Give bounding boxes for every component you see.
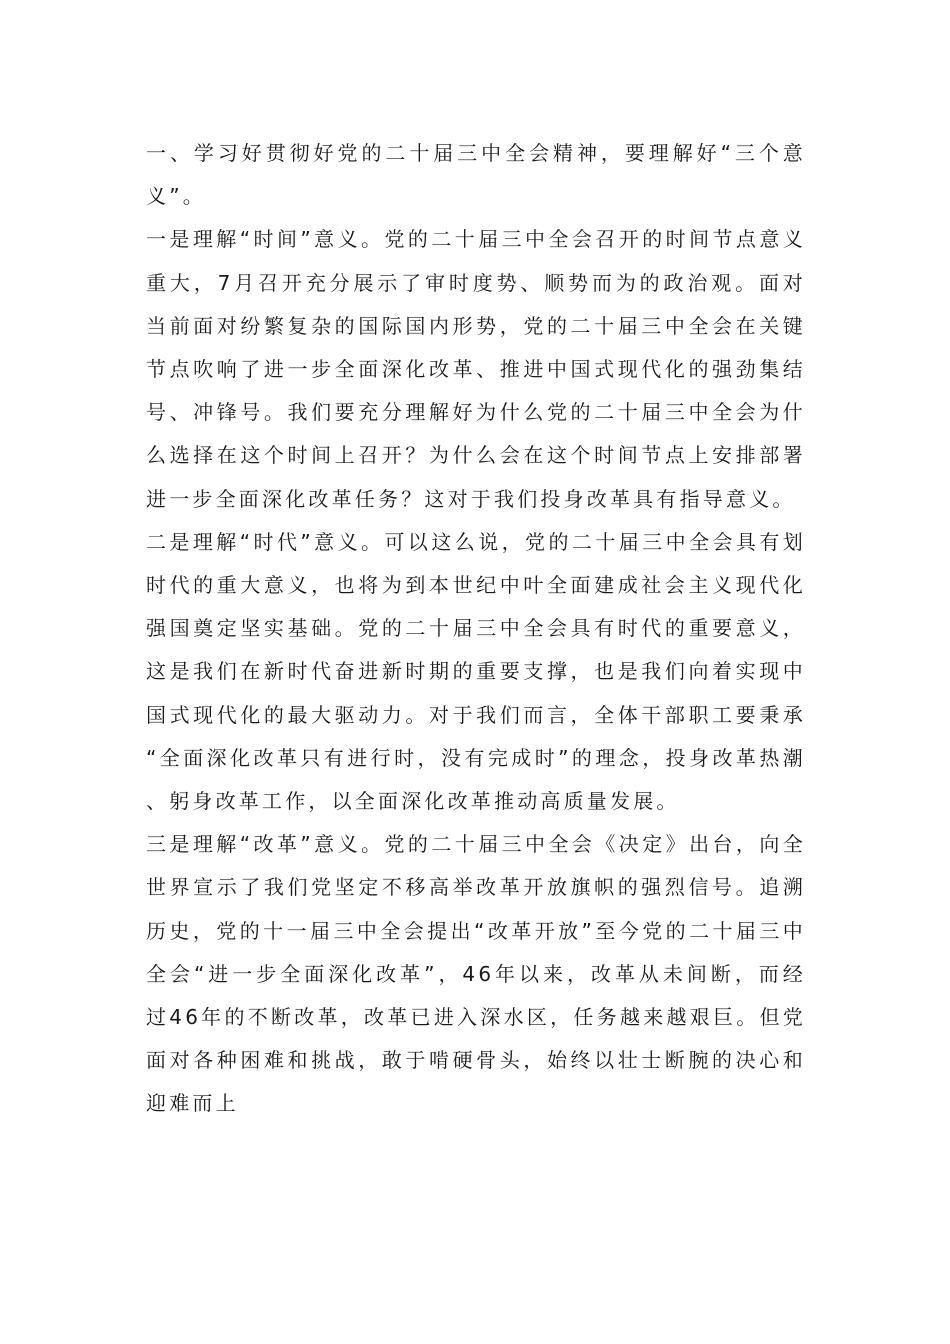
document-body bbox=[146, 132, 806, 1126]
paragraph-reform-significance: 三是理解“改革”意义。党的二十届三中全会《决定》出台，向全世界宣示了我们党坚定不移高举改革开放旗帜的强烈信号。追溯历史，党的十一届三中全会提出“改革开放”至今党的二十届三中全会“进一步全面深化改革”，46年以来，改革从未间断，而经过46年的不断改革，改革已进入深水区，任务越来越艰巨。但党面对各种困难和挑战，敢于啃硬骨头，始终以壮士断腕的决心和迎难而上 bbox=[146, 832, 806, 1116]
paragraph-era-significance: 二是理解“时代”意义。可以这么说，党的二十届三中全会具有划时代的重大意义，也将为到本世纪中叶全面建成社会主义现代化强国奠定坚实基础。党的二十届三中全会具有时代的重要意义，这是我们在新时代奋进新时期的重要支撑，也是我们向着实现中国式现代化的最大驱动力。对于我们而言，全体干部职工要秉承“全面深化改革只有进行时，没有完成时”的理念，投身改革热潮、躬身改革工作，以全面深化改革推动高质量发展。 bbox=[146, 529, 806, 814]
paragraph-time-significance: 一是理解“时间”意义。党的二十届三中全会召开的时间节点意义重大，7月召开充分展示了审时度势、顺势而为的政治观。面对当前面对纷繁复杂的国际国内形势，党的二十届三中全会在关键节点吹响了进一步全面深化改革、推进中国式现代化的强劲集结号、冲锋号。我们要充分理解好为什么党的二十届三中全会为什么选择在这个时间上召开？为什么会在这个时间节点上安排部署进一步全面深化改革任务？这对于我们投身改革具有指导意义。 bbox=[146, 227, 806, 511]
paragraph-heading: 一、学习好贯彻好党的二十届三中全会精神，要理解好“三个意义”。 bbox=[146, 141, 806, 209]
